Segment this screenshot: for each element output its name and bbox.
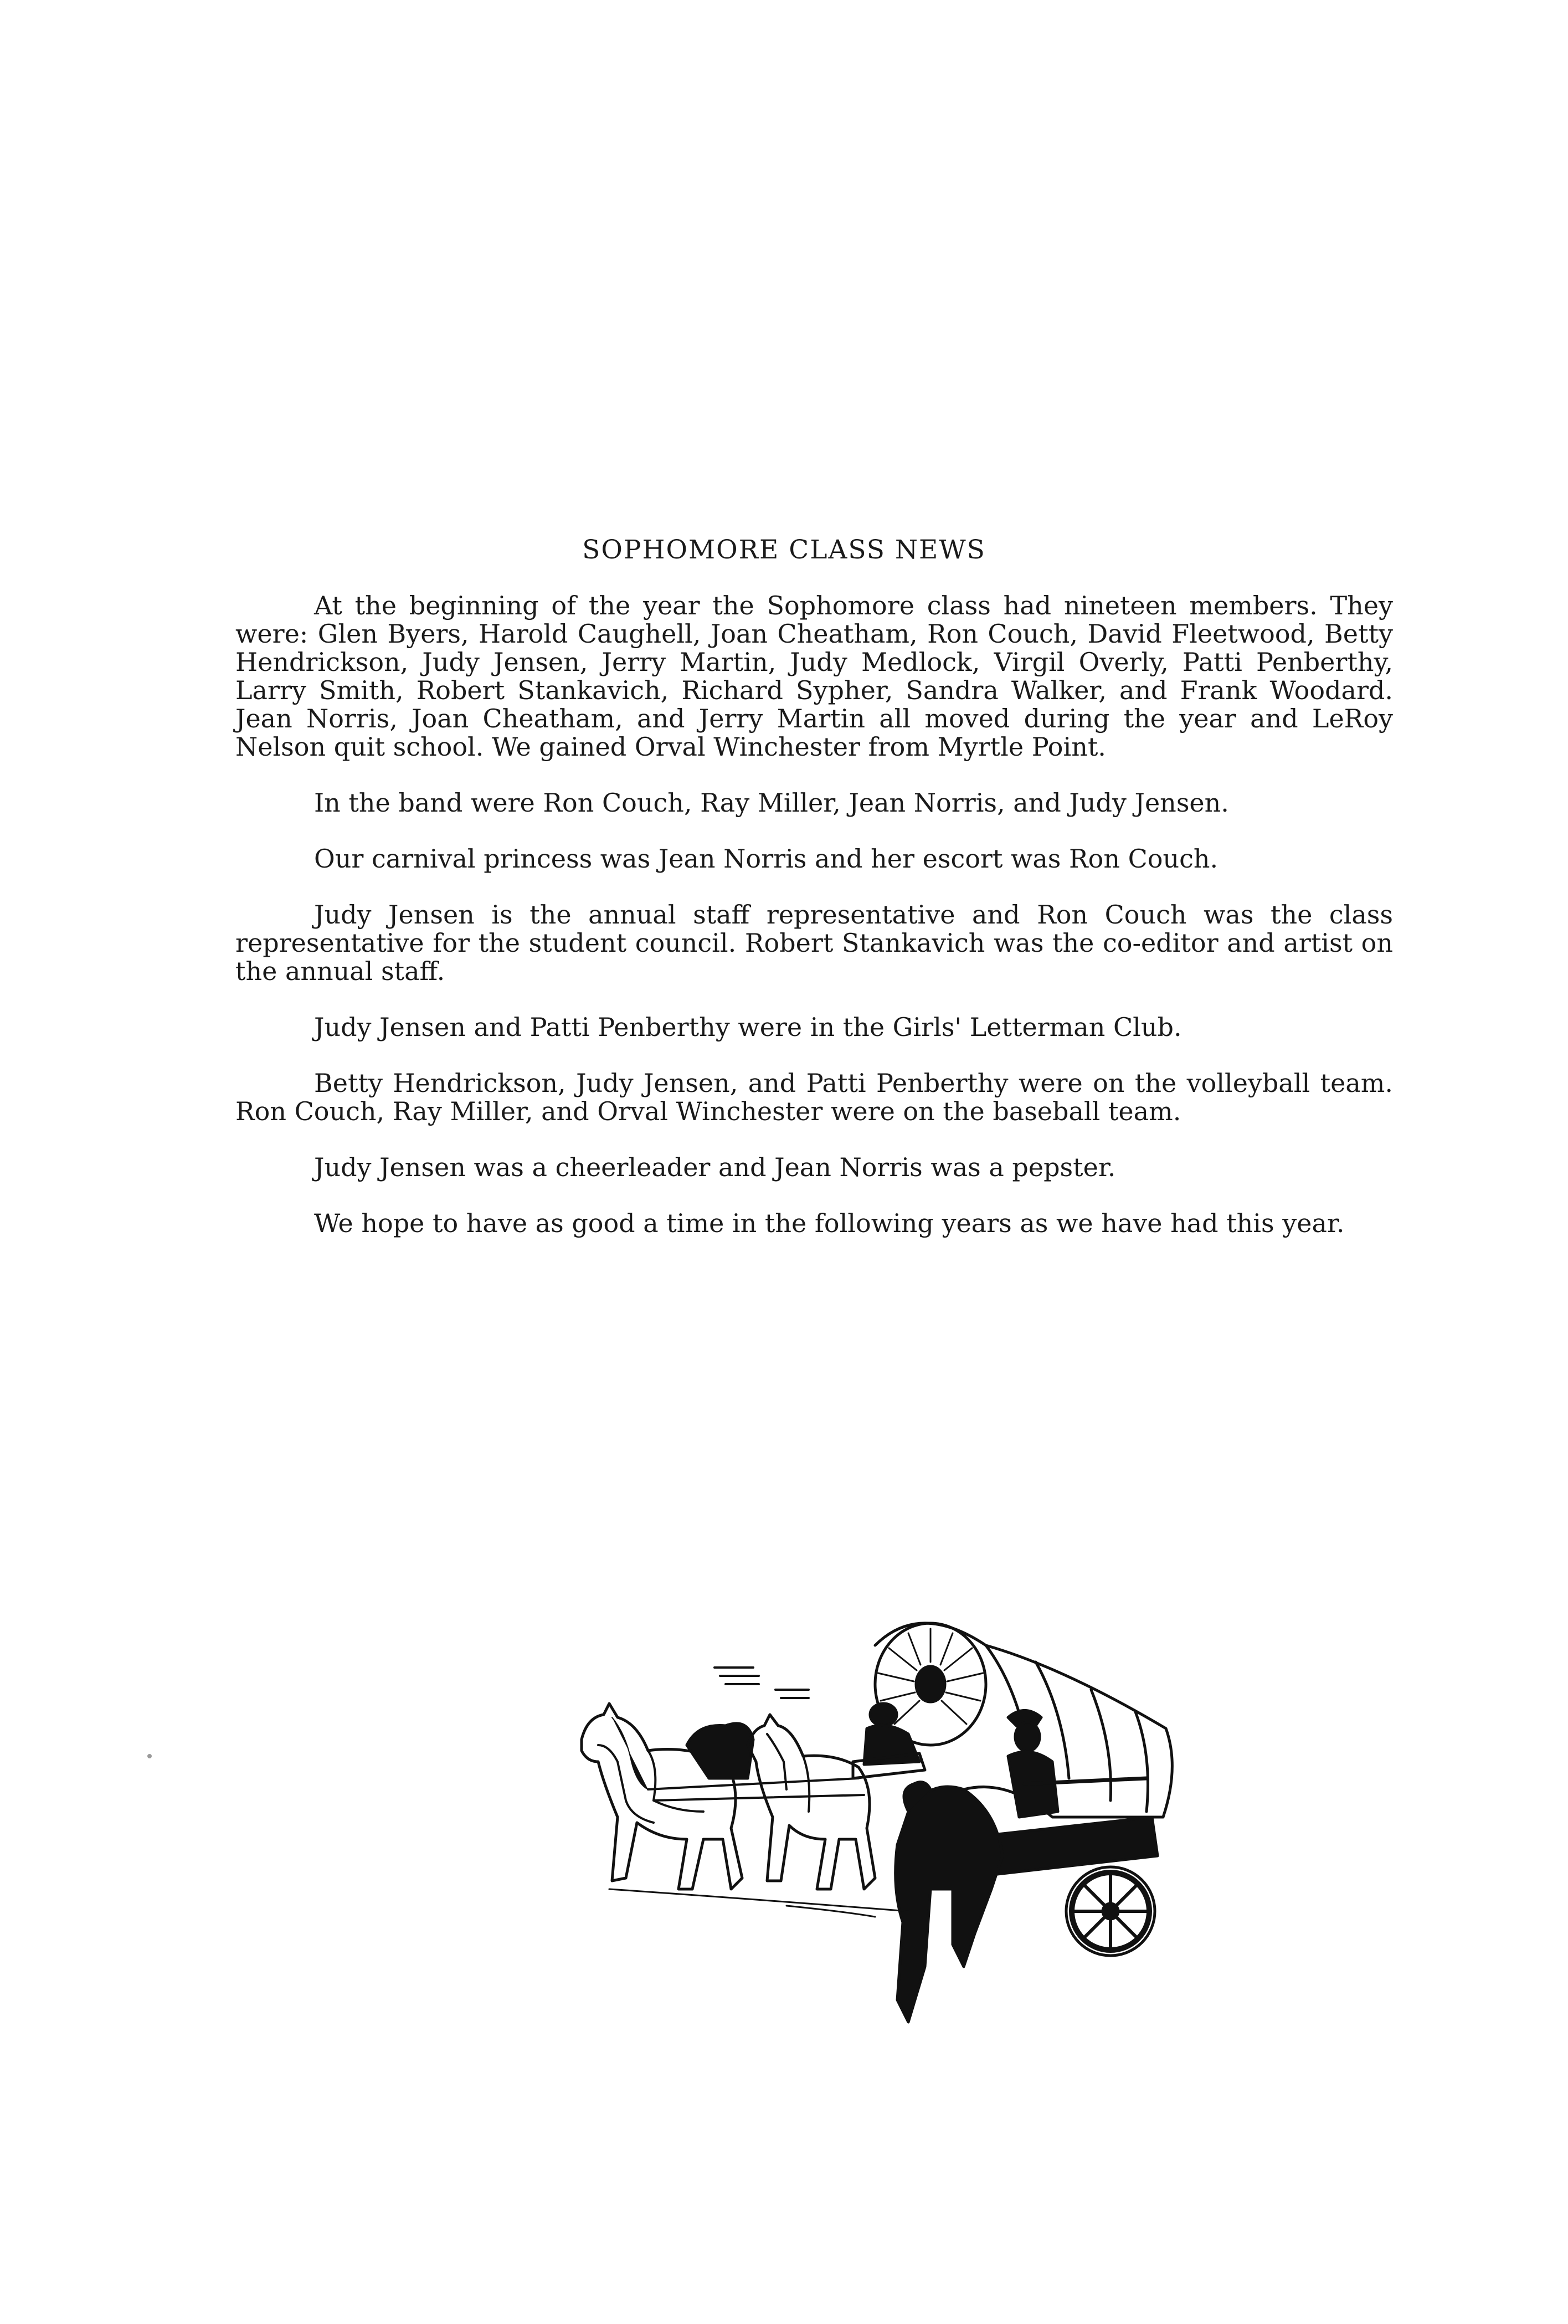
horse-team: [582, 1668, 908, 1917]
paper-speck: [147, 1754, 152, 1758]
paragraph-annual-staff: Judy Jensen is the annual staff representative and Ron Couch was the class representative for the student council. Robert Stankavich was the co-editor and artist on the annual staff.: [235, 900, 1393, 986]
paragraph-sports: Betty Hendrickson, Judy Jensen, and Patti Penberthy were on the volleyball team. Ron Couch, Ray Miller, and Orval Winchester were on the baseball team.: [235, 1068, 1393, 1126]
paragraph-closing: We hope to have as good a time in the following years as we have had this year.: [314, 1208, 1345, 1238]
paragraph-carnival: Our carnival princess was Jean Norris and her escort was Ron Couch.: [314, 844, 1219, 874]
paragraph-members: At the beginning of the year the Sophomore class had nineteen members. They were: Glen Byers, Harold Caughell, Joan Cheatham, Ron Couch, David Fleetwood, Betty Hendrickson, Judy Jensen, Jerry Martin, Judy Medlock, Virgil Overly, Patti Penberthy, Larry Smith, Robert Stankavich, Richard Sypher, Sandra Walker, and Frank Woodard. Jean Norris, Joan Cheatham, and Jerry Martin all moved during the year and LeRoy Nelson quit school. We gained Orval Winchester from Myrtle Point.: [235, 591, 1393, 762]
covered-wagon-with-horses-illustration: [565, 1579, 1191, 2033]
paragraph-letterman: Judy Jensen and Patti Penberthy were in the Girls' Letterman Club.: [314, 1012, 1182, 1042]
paragraph-band: In the band were Ron Couch, Ray Miller, Jean Norris, and Judy Jensen.: [314, 788, 1229, 818]
article-body: [235, 592, 1393, 1265]
paragraph-cheer: Judy Jensen was a cheerleader and Jean Norris was a pepster.: [314, 1152, 1116, 1182]
page-title: SOPHOMORE CLASS NEWS: [582, 535, 986, 565]
